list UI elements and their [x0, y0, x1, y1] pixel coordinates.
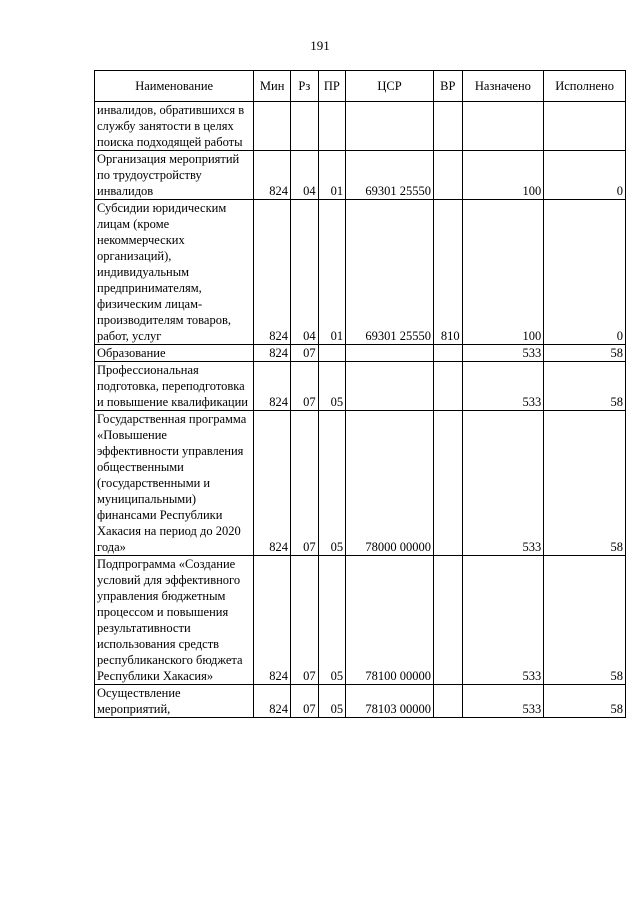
row-ispolneno: 58 [544, 411, 626, 556]
row-ispolneno: 58 [544, 556, 626, 685]
header-min: Мин [254, 71, 291, 102]
row-name: Государственная программа «Повышение эффективности управления общественными (государственными и муниципальными) финансами Республики Хакасия на период до 2020 года» [95, 411, 254, 556]
row-csr: 69301 25550 [346, 151, 434, 200]
row-min: 824 [254, 411, 291, 556]
row-rz: 07 [291, 411, 319, 556]
table-row [95, 200, 626, 345]
table-row [95, 556, 626, 685]
header-vr: ВР [433, 71, 462, 102]
row-naznacheno: 533 [462, 685, 544, 718]
table-row [95, 102, 626, 151]
row-name: Организация мероприятий по трудоустройству инвалидов [95, 151, 254, 200]
header-naznacheno: Назначено [462, 71, 544, 102]
row-pr: 01 [318, 200, 346, 345]
row-naznacheno: 533 [462, 362, 544, 411]
row-name: Осуществление мероприятий, [95, 685, 254, 718]
row-pr: 05 [318, 411, 346, 556]
row-rz: 04 [291, 151, 319, 200]
header-pr: ПР [318, 71, 346, 102]
row-rz: 07 [291, 345, 319, 362]
row-ispolneno: 0 [544, 151, 626, 200]
header-ispolneno: Исполнено [544, 71, 626, 102]
row-csr: 69301 25550 [346, 200, 434, 345]
row-min: 824 [254, 362, 291, 411]
row-csr [346, 102, 434, 151]
row-vr [433, 345, 462, 362]
row-name: Подпрограмма «Создание условий для эффективного управления бюджетным процессом и повышения результативности использования средств республиканского бюджета Республики Хакасия» [95, 556, 254, 685]
page-number: 191 [310, 38, 330, 53]
row-naznacheno: 100 [462, 151, 544, 200]
row-min: 824 [254, 345, 291, 362]
row-ispolneno [544, 102, 626, 151]
row-ispolneno: 0 [544, 200, 626, 345]
row-name: Субсидии юридическим лицам (кроме некоммерческих организаций), индивидуальным предпринимателям, физическим лицам-производителям товаров, работ, услуг [95, 200, 254, 345]
row-rz: 04 [291, 200, 319, 345]
row-vr [433, 362, 462, 411]
row-rz: 07 [291, 362, 319, 411]
row-name: инвалидов, обратившихся в службу занятости в целях поиска подходящей работы [95, 102, 254, 151]
row-naznacheno [462, 102, 544, 151]
row-csr: 78100 00000 [346, 556, 434, 685]
table-row [95, 362, 626, 411]
row-vr [433, 685, 462, 718]
row-pr: 05 [318, 685, 346, 718]
header-csr: ЦСР [346, 71, 434, 102]
row-name: Профессиональная подготовка, переподготовка и повышение квалификации [95, 362, 254, 411]
row-vr: 810 [433, 200, 462, 345]
row-naznacheno: 100 [462, 200, 544, 345]
row-csr [346, 345, 434, 362]
row-rz: 07 [291, 556, 319, 685]
row-csr: 78000 00000 [346, 411, 434, 556]
header-rz: Рз [291, 71, 319, 102]
row-rz: 07 [291, 685, 319, 718]
row-csr [346, 362, 434, 411]
row-min: 824 [254, 200, 291, 345]
table-row [95, 411, 626, 556]
table-header-row [95, 71, 626, 102]
row-rz [291, 102, 319, 151]
row-ispolneno: 58 [544, 345, 626, 362]
row-ispolneno: 58 [544, 685, 626, 718]
row-name: Образование [95, 345, 254, 362]
row-pr [318, 102, 346, 151]
row-pr: 05 [318, 556, 346, 685]
budget-table [94, 70, 626, 718]
row-naznacheno: 533 [462, 556, 544, 685]
row-min: 824 [254, 151, 291, 200]
row-pr [318, 345, 346, 362]
row-vr [433, 556, 462, 685]
row-min: 824 [254, 685, 291, 718]
row-pr: 01 [318, 151, 346, 200]
row-ispolneno: 58 [544, 362, 626, 411]
row-csr: 78103 00000 [346, 685, 434, 718]
table-row [95, 345, 626, 362]
row-naznacheno: 533 [462, 345, 544, 362]
table-row [95, 151, 626, 200]
row-min [254, 102, 291, 151]
row-vr [433, 411, 462, 556]
header-name: Наименование [95, 71, 254, 102]
table-row [95, 685, 626, 718]
row-vr [433, 151, 462, 200]
row-naznacheno: 533 [462, 411, 544, 556]
row-vr [433, 102, 462, 151]
row-min: 824 [254, 556, 291, 685]
row-pr: 05 [318, 362, 346, 411]
